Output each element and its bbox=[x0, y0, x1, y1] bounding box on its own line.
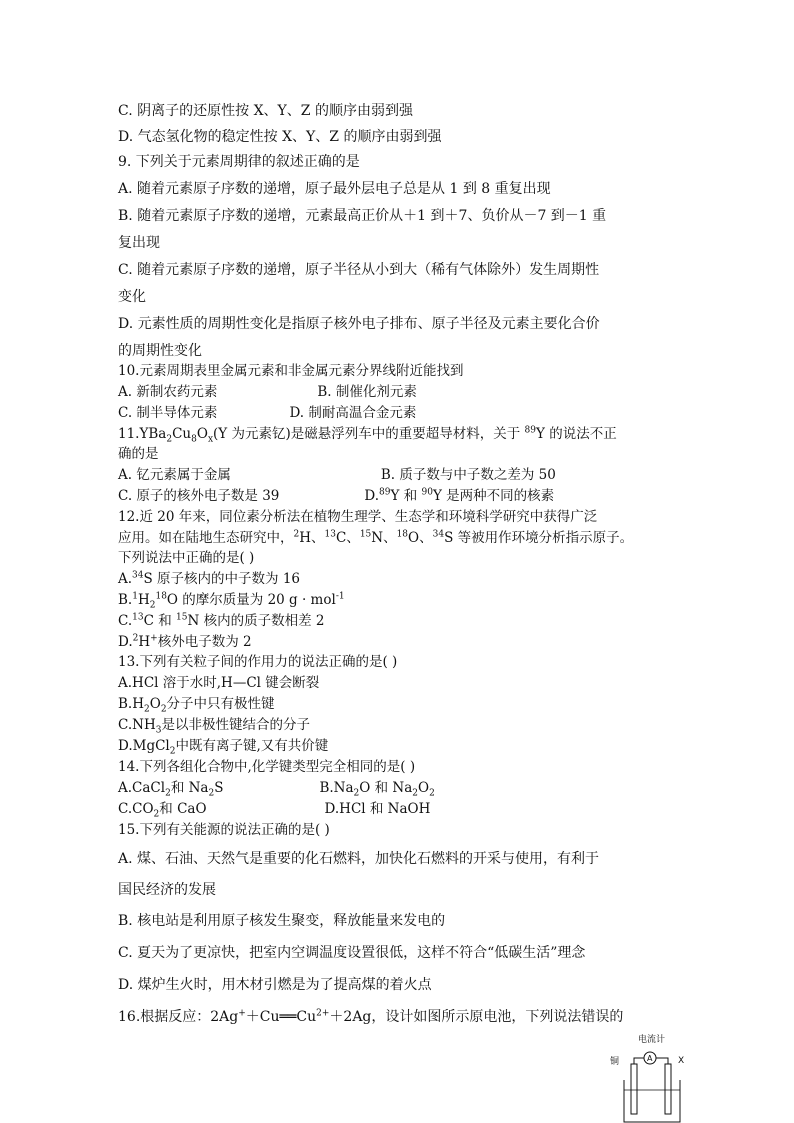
q8-option-c: C. 阴离子的还原性按 X、Y、Z 的顺序由弱到强 bbox=[118, 103, 413, 119]
q8-option-d: D. 气态氢化物的稳定性按 X、Y、Z 的顺序由弱到强 bbox=[118, 129, 442, 145]
q12-stem-line1: 12.近 20 年来，同位素分析法在植物生理学、生态学和环境科学研究中获得广泛 bbox=[118, 509, 598, 525]
q9-option-d-line2: 的周期性变化 bbox=[118, 343, 202, 359]
q13-option-d: D.MgCl$_2$中既有离子键,又有共价键 bbox=[118, 738, 329, 757]
q14-option-b: $B.Na_2O$ 和 $Na_2O_2$ bbox=[319, 780, 435, 799]
q15-stem: 15.下列有关能源的说法正确的是( ) bbox=[118, 822, 330, 838]
beaker bbox=[624, 1080, 680, 1122]
x-electrode bbox=[665, 1064, 671, 1114]
q10-options-ab bbox=[118, 383, 417, 401]
q15-option-d: D. 煤炉生火时，用木材引燃是为了提高煤的着火点 bbox=[118, 977, 432, 993]
q14-options-cd bbox=[118, 800, 430, 818]
q15-option-a-line1: A. 煤、石油、天然气是重要的化石燃料，加快化石燃料的开采与使用，有利于 bbox=[118, 851, 600, 867]
q12-option-d: D.$^2$H+核外电子数为 2 bbox=[118, 633, 252, 650]
q9-option-b-line2: 复出现 bbox=[118, 235, 160, 251]
q9-option-a: A. 随着元素原子序数的递增，原子最外层电子总是从 1 到 8 重复出现 bbox=[118, 181, 551, 197]
q16-stem: 16.根据反应：$2Ag^++Cu══Cu^{2+}+2Ag$，设计如图所示原电池，下列说法错误的 bbox=[118, 1008, 624, 1025]
q14-stem: 14.下列各组化合物中,化学键类型完全相同的是( ) bbox=[118, 759, 416, 775]
copper-electrode bbox=[631, 1064, 637, 1114]
q10-option-b: B. 制催化剂元素 bbox=[317, 384, 417, 400]
q12-option-c: C.$^{13}$C 和 $^{15}$N 核内的质子数相差 2 bbox=[118, 612, 325, 629]
wire-right bbox=[656, 1058, 668, 1064]
q15-option-b: B. 核电站是利用原子核发生聚变，释放能量来发电的 bbox=[118, 913, 446, 929]
q14-option-c: $C.CO_2$和 CaO bbox=[118, 801, 207, 820]
q10-option-a: A. 新制农药元素 bbox=[118, 384, 218, 400]
q10-option-d: D. 制耐高温合金元素 bbox=[289, 405, 417, 421]
q13-stem: 13.下列有关粒子间的作用力的说法正确的是( ) bbox=[118, 654, 398, 670]
q11-options-cd bbox=[118, 487, 554, 505]
q10-options-cd bbox=[118, 404, 416, 422]
q9-option-c-line2: 变化 bbox=[118, 289, 146, 305]
q13-option-a: A.HCl 溶于水时,H—Cl 键会断裂 bbox=[118, 675, 320, 691]
q11-options-ab bbox=[118, 466, 556, 484]
q11-stem-line2: 确的是 bbox=[118, 446, 159, 462]
meter-label: 电流计 bbox=[638, 1035, 666, 1045]
q14-option-a: A.CaCl$_2$和 $Na_2S$ bbox=[118, 780, 224, 799]
q12-option-b: $B.^1H_2^{18}O$ 的摩尔质量为 20 g · mol$^{-1}$ bbox=[118, 591, 345, 611]
q11-option-d: D.$^{89}$Y 和 $^{90}$Y 是两种不同的核素 bbox=[364, 487, 555, 504]
q9-option-c-line1: C. 随着元素原子序数的递增，原子半径从小到大（稀有气体除外）发生周期性 bbox=[118, 262, 600, 278]
q11-stem-line1: $11.YBa_2Cu_8O_x(Y$ 为元素钇)是磁悬浮列车中的重要超导材料，关于 $^{89}$Y 的说法不正 bbox=[118, 425, 617, 445]
q14-options-ab bbox=[118, 779, 435, 797]
q12-stem-line3: 下列说法中正确的是( ) bbox=[118, 550, 255, 566]
q9-option-d-line1: D. 元素性质的周期性变化是指原子核外电子排布、原子半径及元素主要化合价 bbox=[118, 316, 600, 332]
q10-option-c: C. 制半导体元素 bbox=[118, 405, 218, 421]
q12-stem-line2: 应用。如在陆地生态研究中，$^2$H、$^{13}$C、$^{15}$N、$^{18}$O、$^{34}$S 等被用作环境分析指示原子。 bbox=[118, 529, 634, 546]
q12-option-a: A.$^{34}$S 原子核内的中子数为 16 bbox=[118, 570, 301, 587]
meter-symbol: A bbox=[647, 1054, 653, 1063]
q11-option-b: B. 质子数与中子数之差为 50 bbox=[380, 467, 556, 483]
q15-option-a-line2: 国民经济的发展 bbox=[118, 882, 216, 898]
galvanic-cell-diagram bbox=[610, 1030, 700, 1123]
q14-option-d: D.HCl 和 NaOH bbox=[324, 801, 431, 817]
q9-option-b-line1: B. 随着元素原子序数的递增，元素最高正价从＋1 到＋7、负价从－7 到－1 重 bbox=[118, 208, 607, 224]
left-electrode-label: 铜 bbox=[610, 1057, 620, 1067]
q9-stem: 9. 下列关于元素周期律的叙述正确的是 bbox=[118, 154, 360, 170]
q13-option-b: $B.H_2O_2$分子中只有极性键 bbox=[118, 696, 275, 715]
q11-option-c: C. 原子的核外电子数是 39 bbox=[118, 488, 280, 504]
q11-option-a: A. 钇元素属于金属 bbox=[118, 467, 231, 483]
q10-stem: 10.元素周期表里金属元素和非金属元素分界线附近能找到 bbox=[118, 363, 464, 379]
q13-option-c: $C.NH_3$是以非极性键结合的分子 bbox=[118, 717, 310, 736]
q15-option-c: C. 夏天为了更凉快，把室内空调温度设置很低，这样不符合“低碳生活”理念 bbox=[118, 945, 586, 961]
wire-left bbox=[634, 1058, 644, 1064]
right-electrode-label: X bbox=[678, 1056, 685, 1066]
